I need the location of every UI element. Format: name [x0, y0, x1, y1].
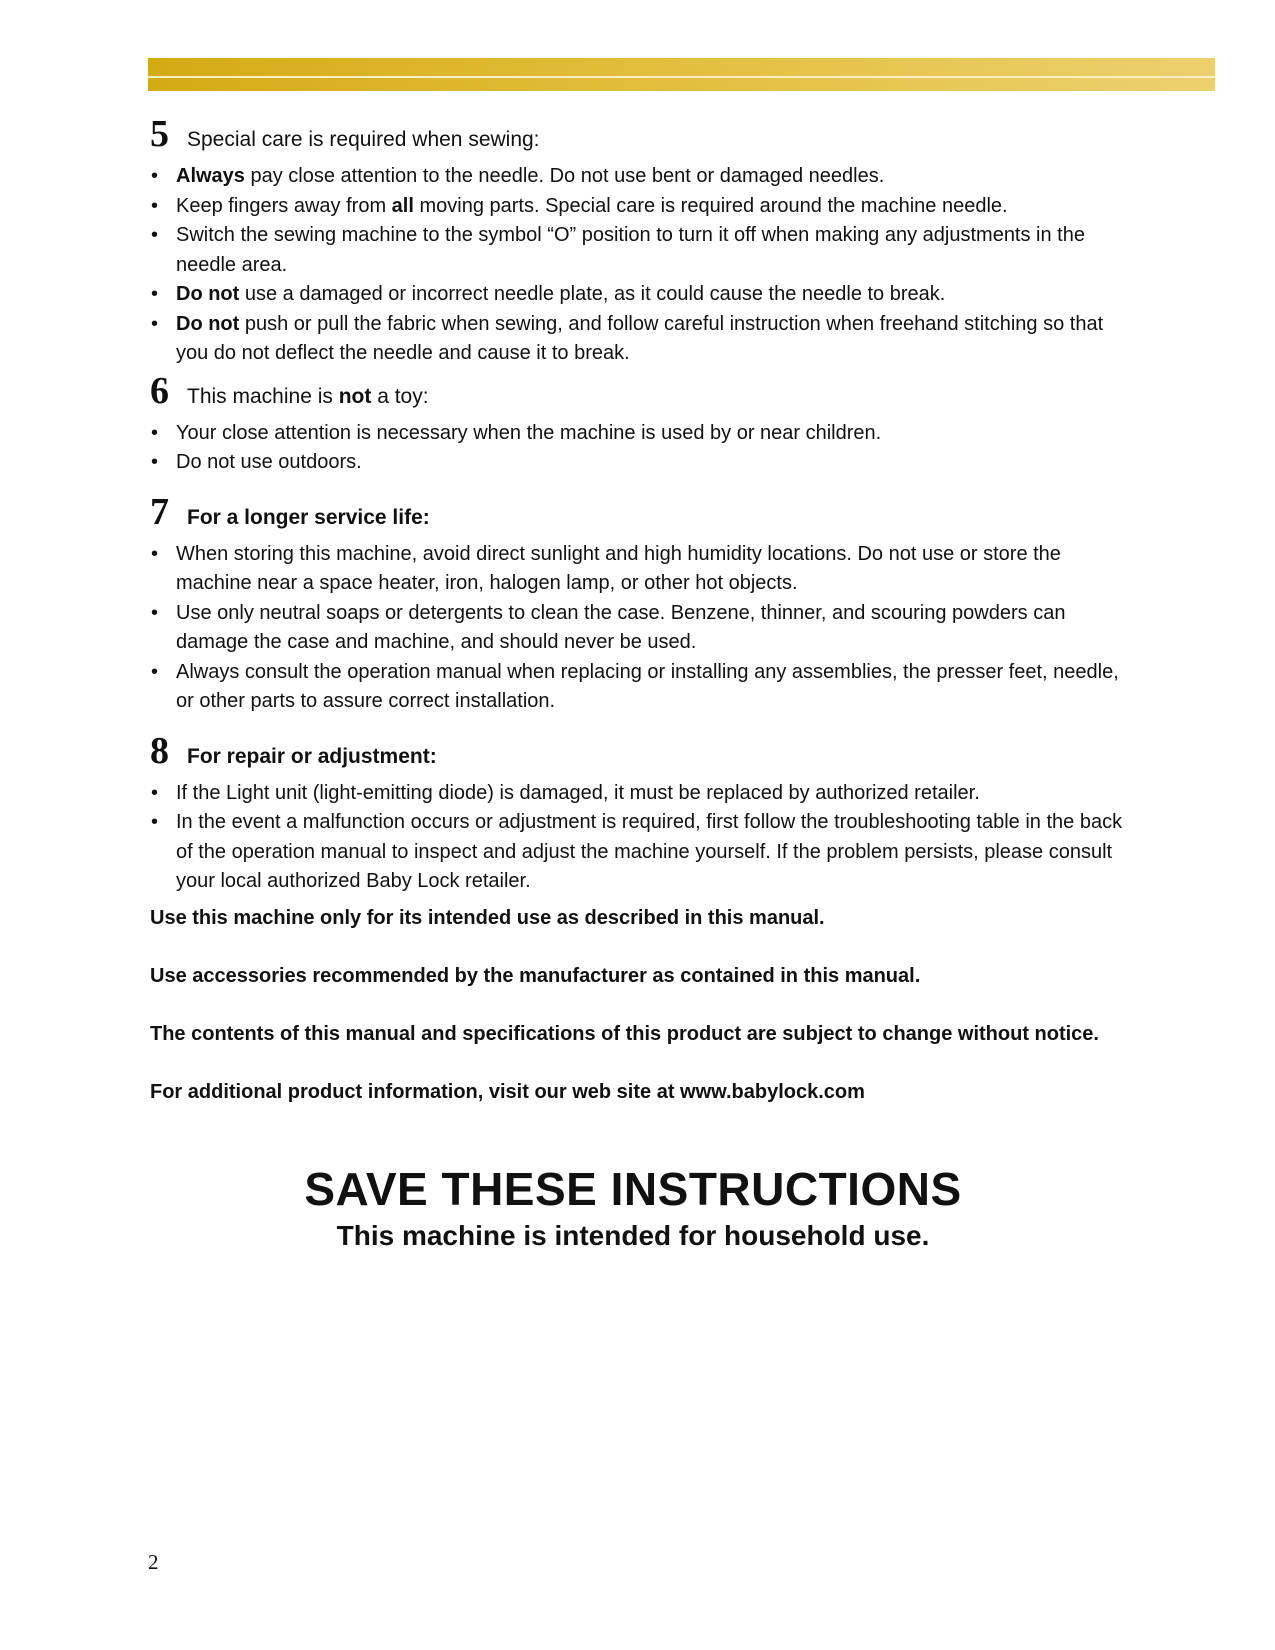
item-text: Switch the sewing machine to the symbol “O” position to turn it off when making any adjustments in the needle area.	[176, 224, 1085, 276]
bullet-icon: •	[151, 781, 159, 804]
item-text: use a damaged or incorrect needle plate, as it could cause the needle to break.	[239, 283, 946, 305]
household-use-subtitle: This machine is intended for household use.	[336, 1219, 930, 1251]
section-number: 8	[150, 729, 169, 772]
save-instructions-title: SAVE THESE INSTRUCTIONS	[304, 1162, 962, 1215]
item-text: moving parts. Special care is required around the machine needle.	[413, 194, 1008, 217]
section-title: Special care is required when sewing:	[187, 128, 540, 151]
section-number: 7	[150, 490, 169, 533]
list-item	[150, 162, 1140, 192]
section-5-list	[150, 162, 1140, 369]
bullet-icon: •	[151, 224, 159, 246]
item-text: If the Light unit (light-emitting diode) is damaged, it must be replaced by authorized retailer.	[176, 781, 980, 804]
title-text: This machine is	[187, 384, 339, 408]
bullet-icon: •	[151, 451, 159, 473]
section-6-heading	[150, 369, 1140, 419]
list-item	[150, 280, 1140, 310]
section-8-list	[150, 779, 1140, 897]
item-text: Do not use outdoors.	[176, 451, 362, 473]
title-text: a toy:	[371, 384, 429, 408]
section-5-heading	[150, 112, 1140, 162]
section-number: 6	[150, 369, 169, 412]
list-item	[150, 419, 1140, 449]
section-title	[187, 375, 429, 419]
section-6-list	[150, 419, 1140, 478]
list-item	[150, 221, 1140, 280]
section-title: For a longer service life:	[187, 505, 430, 529]
item-text: pay close attention to the needle. Do not use bent or damaged needles.	[244, 165, 885, 187]
emphasis: all	[391, 194, 414, 217]
note-intended-use: Use this machine only for its intended use as described in this manual.	[150, 906, 825, 929]
bullet-icon: •	[151, 283, 159, 305]
emphasis: Always	[176, 165, 245, 187]
item-text: Always consult the operation manual when replacing or installing any assemblies, the presser feet, needle, or other parts to assure correct installation.	[176, 660, 1119, 712]
bullet-icon: •	[151, 542, 159, 565]
list-item	[150, 808, 1140, 897]
header-bar	[148, 58, 1215, 91]
section-title: For repair or adjustment:	[187, 744, 437, 768]
note-specifications: The contents of this manual and specifications of this product are subject to change without notice.	[150, 1022, 1099, 1045]
emphasis: not	[338, 384, 372, 408]
bullet-icon: •	[151, 601, 159, 624]
section-7-heading	[150, 490, 1140, 540]
bullet-icon: •	[151, 165, 159, 187]
emphasis: Do not	[176, 312, 240, 335]
list-item	[150, 779, 1140, 809]
section-7-list	[150, 540, 1140, 717]
note-website: For additional product information, visit our web site at www.babylock.com	[150, 1080, 865, 1103]
item-text: Keep fingers away from	[176, 194, 392, 217]
list-item	[150, 658, 1140, 717]
section-number: 5	[150, 113, 169, 155]
section-8-heading	[150, 729, 1140, 779]
list-item	[150, 540, 1140, 599]
emphasis: Do not	[176, 283, 240, 305]
list-item	[150, 310, 1140, 369]
bullet-icon: •	[151, 421, 159, 444]
header-rule	[148, 76, 1215, 78]
item-text: When storing this machine, avoid direct sunlight and high humidity locations. Do not use or store the machine near a space heater, iron, halogen lamp, or other hot objects.	[176, 542, 1061, 594]
item-text: Your close attention is necessary when the machine is used by or near children.	[176, 421, 882, 444]
bullet-icon: •	[151, 312, 159, 335]
bullet-icon: •	[151, 811, 159, 833]
page-content	[150, 112, 1140, 1255]
list-item	[150, 192, 1140, 222]
page-number: 2	[148, 1550, 159, 1574]
list-item	[150, 448, 1140, 478]
item-text: In the event a malfunction occurs or adjustment is required, first follow the troubleshooting table in the back of the operation manual to inspect and adjust the machine yourself. If the problem persists, please consult your local authorized Baby Lock retailer.	[176, 811, 1123, 892]
item-text: Use only neutral soaps or detergents to clean the case. Benzene, thinner, and scouring powders can damage the case and machine, and should never be used.	[176, 601, 1066, 653]
list-item	[150, 599, 1140, 658]
note-accessories: Use accessories recommended by the manufacturer as contained in this manual.	[150, 964, 921, 987]
bullet-icon: •	[151, 660, 159, 683]
item-text: push or pull the fabric when sewing, and follow careful instruction when freehand stitching so that you do not deflect the needle and cause it to break.	[176, 312, 1104, 364]
bullet-icon: •	[151, 194, 159, 217]
